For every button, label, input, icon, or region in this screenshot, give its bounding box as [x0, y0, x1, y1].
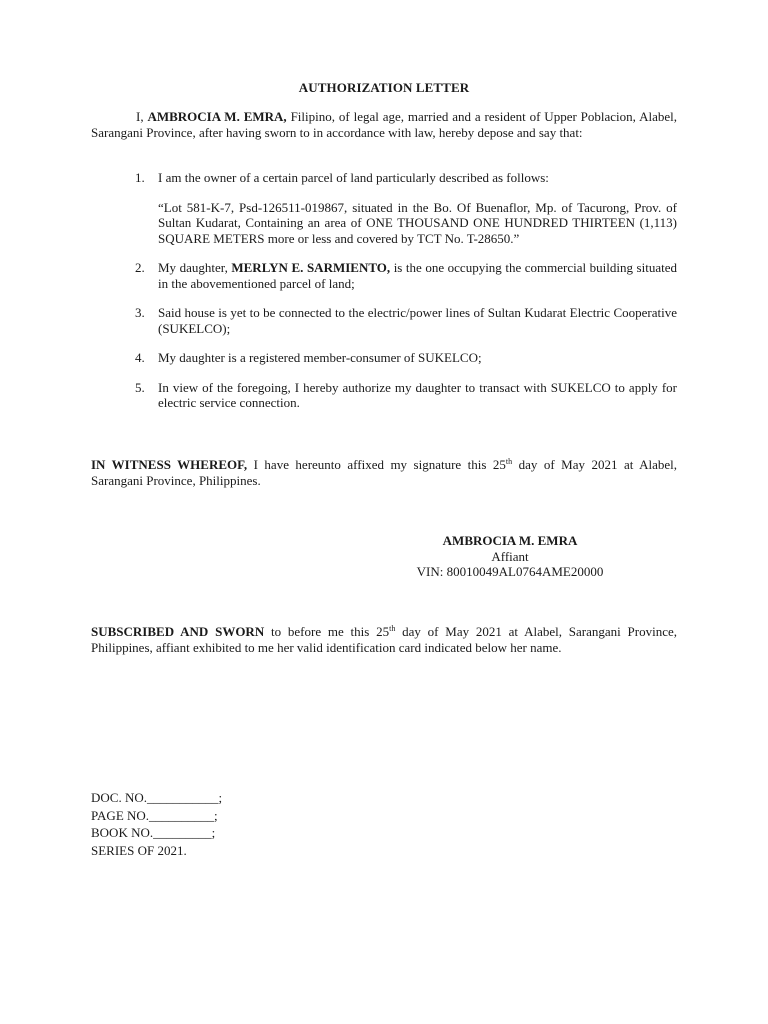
affiant-vin: VIN: 80010049AL0764AME20000 [416, 564, 604, 579]
sworn-paragraph: SUBSCRIBED AND SWORN to before me this 25th day of May 2021 at Alabel, Sarangani Province, Philippines, affiant exhibited to me her valid identification card indicated below her name. [91, 624, 677, 655]
affiant-name: AMBROCIA M. EMRA [442, 533, 578, 548]
signature-block [380, 533, 640, 580]
list-item: 2. My daughter, MERLYN E. SARMIENTO, is the one occupying the commercial building situated in the abovementioned parcel of land; [135, 260, 677, 291]
land-description-quote: “Lot 581-K-7, Psd-126511-019867, situated in the Bo. Of Buenaflor, Mp. of Tacurong, Prov. of Sultan Kudarat, Containing an area of ONE THOUSAND ONE HUNDRED THIRTEEN (1,113) SQUARE METERS more or less and covered by TCT No. T-28650.” [158, 199, 677, 246]
list-item: 4. My daughter is a registered member-consumer of SUKELCO; [135, 350, 482, 365]
notary-details [91, 790, 391, 860]
doc-no: DOC. NO.___________; [91, 790, 223, 805]
page-no: PAGE NO.__________; [91, 807, 218, 823]
list-item: 1. I am the owner of a certain parcel of land particularly described as follows: “Lot 581-K-7, Psd-126511-019867, situated in the Bo. Of Buenaflor, Mp. of Tacurong, Prov. of Sultan Kudarat, Containing an area of ONE THOUSAND ONE HUNDRED THIRTEEN (1,113) SQUARE METERS more or less and covered by TCT No. T-28650.” [135, 170, 677, 246]
witness-paragraph: IN WITNESS WHEREOF, I have hereunto affixed my signature this 25th day of May 2021 at Alabel, Sarangani Province, Philippines. [91, 457, 677, 488]
document-title: AUTHORIZATION LETTER [298, 80, 470, 95]
daughter-name: MERLYN E. SARMIENTO, [231, 260, 391, 275]
series: SERIES OF 2021. [91, 842, 187, 858]
intro-paragraph: I, AMBROCIA M. EMRA, Filipino, of legal age, married and a resident of Upper Poblacion, Alabel, Sarangani Province, after having sworn to in accordance with law, hereby depose and say that: [91, 109, 677, 140]
numbered-list [135, 170, 677, 425]
list-item: 5. In view of the foregoing, I hereby authorize my daughter to transact with SUKELCO to apply for electric service connection. [135, 379, 677, 410]
affiant-role: Affiant [491, 548, 529, 564]
affiant-name-inline: AMBROCIA M. EMRA, [147, 109, 287, 124]
book-no: BOOK NO._________; [91, 825, 216, 840]
list-item: 3. Said house is yet to be connected to the electric/power lines of Sultan Kudarat Electric Cooperative (SUKELCO); [135, 305, 677, 336]
